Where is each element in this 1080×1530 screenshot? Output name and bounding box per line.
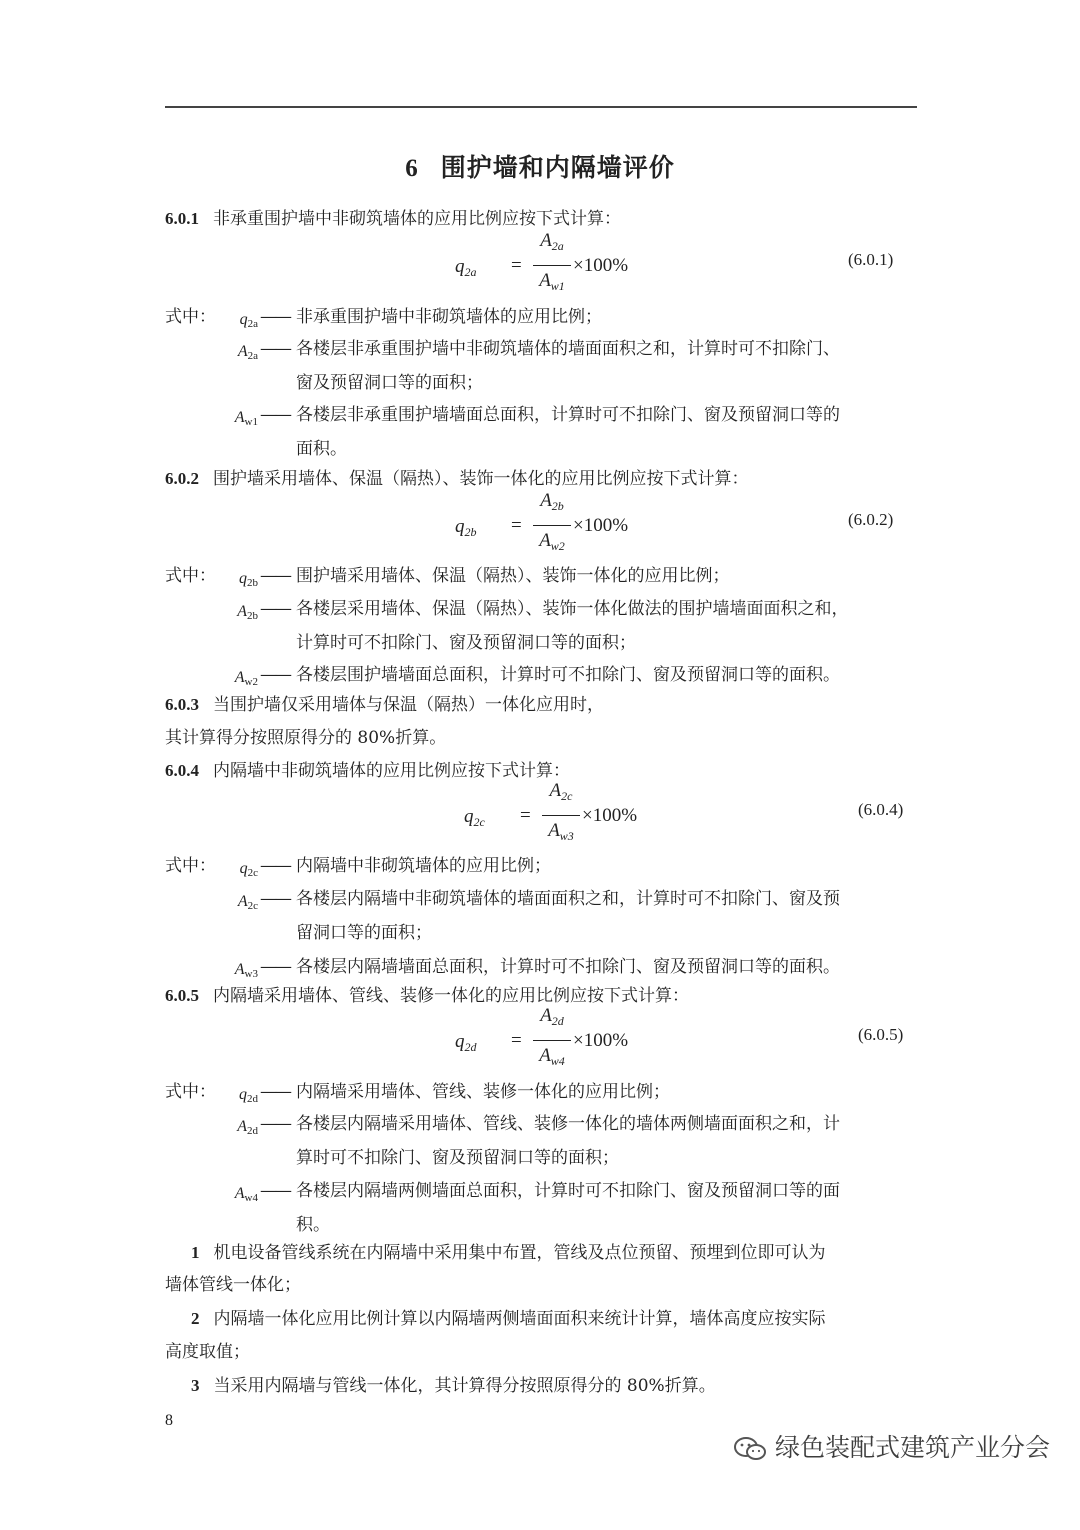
formula-lhs xyxy=(455,256,477,280)
definition-symbol xyxy=(168,1182,258,1209)
page-number: 8 xyxy=(165,1412,173,1429)
symbol-group xyxy=(239,570,258,587)
formula-equals: = xyxy=(511,1030,522,1051)
note-text-continued: 墙体管线一体化； xyxy=(165,1275,301,1295)
clause-text-continued: 其计算得分按照原得分的 80%折算。 xyxy=(165,728,447,748)
definition-text: 各楼层非承重围护墙中非砌筑墙体的墙面面积之和，计算时可不扣除门、 xyxy=(296,339,840,359)
definition-text: 窗及预留洞口等的面积； xyxy=(296,373,483,393)
formula-numerator xyxy=(533,1005,571,1029)
definition-text: 计算时可不扣除门、窗及预留洞口等的面积； xyxy=(296,633,636,653)
note-number: 3 xyxy=(191,1376,200,1395)
definition-text: 各楼层内隔墙墙面总面积，计算时可不扣除门、窗及预留洞口等的面积。 xyxy=(296,957,840,977)
numerator-symbol: A xyxy=(540,230,552,251)
numerator-subscript: 2b xyxy=(551,499,564,513)
definition-text: 留洞口等的面积； xyxy=(296,923,432,943)
denominator-subscript: w1 xyxy=(550,279,565,293)
formula-denominator xyxy=(542,820,580,844)
formula-percent: ×100% xyxy=(573,1030,629,1051)
symbol-subscript: 2b xyxy=(247,577,258,589)
watermark xyxy=(733,1428,1050,1464)
definition-symbol xyxy=(168,406,258,433)
note-item xyxy=(191,1308,826,1330)
symbol-subscript: 2b xyxy=(247,610,258,622)
formula-equals: = xyxy=(511,515,522,536)
definition-dash: —— xyxy=(260,856,290,876)
definition-dash: —— xyxy=(260,889,290,909)
symbol-subscript: 2a xyxy=(247,350,258,362)
formula-lhs-subscript: 2d xyxy=(464,1040,477,1054)
where-label: 式中： xyxy=(165,566,216,586)
symbol-subscript: 2c xyxy=(247,867,258,879)
numerator-subscript: 2d xyxy=(551,1014,564,1028)
fraction-bar xyxy=(542,815,580,816)
formula-lhs xyxy=(455,1031,477,1055)
symbol: q xyxy=(239,311,248,328)
where-label: 式中： xyxy=(165,307,216,327)
chapter-title xyxy=(0,148,1080,184)
definition-dash: —— xyxy=(260,599,290,619)
symbol: q xyxy=(239,570,247,587)
definition-text: 内隔墙采用墙体、管线、装修一体化的应用比例； xyxy=(296,1082,670,1102)
denominator-subscript: w2 xyxy=(550,539,565,553)
clause-number: 6.0.2 xyxy=(165,469,199,488)
symbol: A xyxy=(237,343,248,360)
symbol: A xyxy=(234,961,245,978)
formula-equals: = xyxy=(511,255,522,276)
clause-heading xyxy=(165,208,621,230)
where-label: 式中： xyxy=(165,1082,216,1102)
chapter-title-text: 围护墙和内隔墙评价 xyxy=(440,153,675,182)
symbol-subscript: w4 xyxy=(244,1192,258,1204)
formula xyxy=(455,1005,635,1069)
formula-lhs xyxy=(464,806,485,830)
clause-text: 内隔墙采用墙体、管线、装修一体化的应用比例应按下式计算： xyxy=(213,986,689,1006)
definition-dash: —— xyxy=(260,1114,290,1134)
formula-percent: ×100% xyxy=(573,515,629,536)
definition-symbol xyxy=(168,958,258,985)
denominator-subscript: w3 xyxy=(559,829,574,843)
symbol-group xyxy=(235,409,258,426)
definition-symbol xyxy=(168,567,258,594)
definition-dash: —— xyxy=(260,957,290,977)
formula-lhs-symbol: q xyxy=(455,256,465,277)
clause-text: 当围护墙仅采用墙体与保温（隔热）一体化应用时， xyxy=(213,695,604,715)
symbol-subscript: w1 xyxy=(244,416,258,428)
formula-equals: = xyxy=(520,805,531,826)
definition-text: 内隔墙中非砌筑墙体的应用比例； xyxy=(296,856,551,876)
note-number: 1 xyxy=(191,1243,200,1262)
symbol-subscript: w3 xyxy=(244,968,258,980)
equation-number: (6.0.2) xyxy=(848,510,894,529)
definition-dash: —— xyxy=(260,339,290,359)
note-item xyxy=(191,1375,716,1397)
denominator-symbol: A xyxy=(539,270,551,291)
fraction-bar xyxy=(533,1040,571,1041)
numerator-subscript: 2c xyxy=(561,789,573,803)
definition-dash: —— xyxy=(260,1181,290,1201)
header-rule xyxy=(165,106,917,108)
clause-heading xyxy=(165,694,604,716)
clause-number: 6.0.1 xyxy=(165,209,199,228)
formula-lhs-subscript: 2b xyxy=(464,525,477,539)
numerator-symbol: A xyxy=(540,1005,552,1026)
definition-symbol xyxy=(168,600,258,627)
clause-text: 围护墙采用墙体、保温（隔热）、装饰一体化的应用比例应按下式计算： xyxy=(213,469,749,489)
watermark-text: 绿色装配式建筑产业分会 xyxy=(774,1433,1050,1462)
symbol: A xyxy=(237,603,247,620)
symbol-group xyxy=(235,1185,258,1202)
formula-denominator xyxy=(533,1045,571,1069)
where-label: 式中： xyxy=(165,856,216,876)
symbol-subscript: 2c xyxy=(247,900,258,912)
formula xyxy=(464,780,644,844)
fraction-bar xyxy=(533,265,571,266)
definition-symbol xyxy=(168,1083,258,1110)
formula-percent: ×100% xyxy=(573,255,629,276)
symbol-group xyxy=(238,343,258,360)
wechat-icon xyxy=(733,1436,767,1462)
definition-text: 各楼层内隔墙两侧墙面总面积，计算时可不扣除门、窗及预留洞口等的面 xyxy=(296,1181,840,1201)
definition-dash: —— xyxy=(260,566,290,586)
definition-symbol xyxy=(168,308,258,335)
formula-lhs xyxy=(455,516,477,540)
denominator-symbol: A xyxy=(548,820,560,841)
formula-denominator xyxy=(533,270,571,294)
definition-dash: —— xyxy=(260,307,290,327)
clause-number: 6.0.4 xyxy=(165,761,199,780)
symbol: q xyxy=(239,860,248,877)
definition-text: 面积。 xyxy=(296,439,347,459)
symbol-group xyxy=(237,603,258,620)
denominator-subscript: w4 xyxy=(550,1054,565,1068)
definition-dash: —— xyxy=(260,405,290,425)
definition-symbol xyxy=(168,890,258,917)
symbol: A xyxy=(237,893,248,910)
symbol: A xyxy=(234,1185,245,1202)
note-text: 内隔墙一体化应用比例计算以内隔墙两侧墙面面积来统计计算，墙体高度应按实际 xyxy=(213,1309,826,1329)
note-text-continued: 高度取值； xyxy=(165,1342,250,1362)
definition-text: 各楼层内隔墙中非砌筑墙体的墙面面积之和，计算时可不扣除门、窗及预 xyxy=(296,889,840,909)
symbol-subscript: w2 xyxy=(244,676,258,688)
fraction-bar xyxy=(533,525,571,526)
definition-symbol xyxy=(168,340,258,367)
definition-text: 各楼层围护墙墙面总面积，计算时可不扣除门、窗及预留洞口等的面积。 xyxy=(296,665,840,685)
clause-heading xyxy=(165,468,749,490)
definition-text: 各楼层内隔墙采用墙体、管线、装修一体化的墙体两侧墙面面积之和，计 xyxy=(296,1114,840,1134)
note-item xyxy=(191,1242,826,1264)
note-text: 当采用内隔墙与管线一体化，其计算得分按照原得分的 80%折算。 xyxy=(213,1376,716,1396)
note-text: 机电设备管线系统在内隔墙中采用集中布置，管线及点位预留、预埋到位即可认为 xyxy=(213,1243,826,1263)
definition-symbol xyxy=(168,1115,258,1142)
equation-number: (6.0.1) xyxy=(848,250,894,269)
clause-text: 内隔墙中非砌筑墙体的应用比例应按下式计算： xyxy=(213,761,570,781)
symbol-group xyxy=(237,1118,258,1135)
formula-lhs-symbol: q xyxy=(455,1031,465,1052)
clause-number: 6.0.5 xyxy=(165,986,199,1005)
symbol-group xyxy=(240,311,258,328)
definition-text: 各楼层采用墙体、保温（隔热）、装饰一体化做法的围护墙墙面面积之和， xyxy=(296,599,849,619)
definition-dash: —— xyxy=(260,1082,290,1102)
equation-number: (6.0.4) xyxy=(858,800,904,819)
definition-dash: —— xyxy=(260,665,290,685)
formula-numerator xyxy=(533,230,571,254)
symbol-subscript: 2d xyxy=(247,1093,258,1105)
chapter-number: 6 xyxy=(405,155,419,182)
symbol: A xyxy=(234,669,245,686)
formula-numerator xyxy=(542,780,580,804)
formula-lhs-symbol: q xyxy=(455,516,465,537)
clause-heading xyxy=(165,985,689,1007)
formula-denominator xyxy=(533,530,571,554)
note-number: 2 xyxy=(191,1309,200,1328)
definition-text: 积。 xyxy=(296,1215,330,1235)
symbol-subscript: 2d xyxy=(247,1125,258,1137)
symbol-group xyxy=(238,893,258,910)
formula xyxy=(455,490,635,554)
symbol-group xyxy=(235,669,258,686)
formula-lhs-symbol: q xyxy=(464,806,474,827)
formula-lhs-subscript: 2c xyxy=(473,815,485,829)
formula xyxy=(455,230,635,294)
numerator-symbol: A xyxy=(549,780,562,801)
equation-number: (6.0.5) xyxy=(858,1025,904,1044)
symbol: q xyxy=(239,1086,247,1103)
numerator-symbol: A xyxy=(540,490,552,511)
denominator-symbol: A xyxy=(539,1045,551,1066)
numerator-subscript: 2a xyxy=(551,239,564,253)
symbol-group xyxy=(235,961,258,978)
formula-numerator xyxy=(533,490,571,514)
symbol-group xyxy=(240,860,258,877)
symbol-group xyxy=(239,1086,258,1103)
clause-text: 非承重围护墙中非砌筑墙体的应用比例应按下式计算： xyxy=(213,209,621,229)
definition-text: 各楼层非承重围护墙墙面总面积，计算时可不扣除门、窗及预留洞口等的 xyxy=(296,405,840,425)
symbol: A xyxy=(237,1118,247,1135)
definition-symbol xyxy=(168,857,258,884)
formula-percent: ×100% xyxy=(582,805,638,826)
symbol: A xyxy=(234,409,245,426)
definition-text: 算时可不扣除门、窗及预留洞口等的面积； xyxy=(296,1148,619,1168)
clause-number: 6.0.3 xyxy=(165,695,199,714)
symbol-subscript: 2a xyxy=(247,318,258,330)
formula-lhs-subscript: 2a xyxy=(464,265,477,279)
definition-text: 围护墙采用墙体、保温（隔热）、装饰一体化的应用比例； xyxy=(296,566,730,586)
denominator-symbol: A xyxy=(539,530,551,551)
definition-symbol xyxy=(168,666,258,693)
definition-text: 非承重围护墙中非砌筑墙体的应用比例； xyxy=(296,307,602,327)
clause-heading xyxy=(165,760,570,782)
